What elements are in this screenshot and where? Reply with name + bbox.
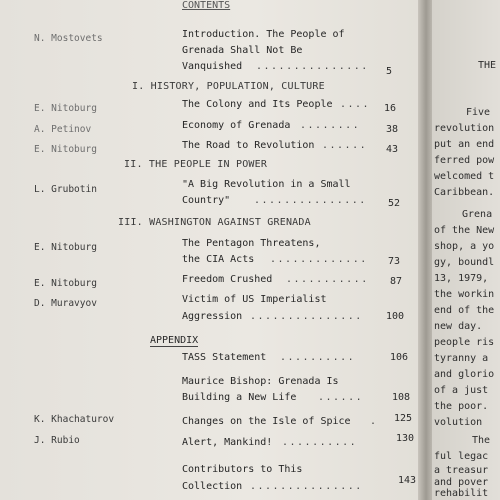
dot-leader: . xyxy=(370,416,378,427)
dot-leader: ........... xyxy=(286,274,369,285)
right-page-line: of a just xyxy=(434,385,489,396)
entry-title-line: The Colony and Its People xyxy=(182,99,333,110)
right-page-line: The xyxy=(472,435,491,446)
dot-leader: ............... xyxy=(250,481,363,492)
entry-page: 125 xyxy=(393,413,412,424)
entry-author: K. Khachaturov xyxy=(34,414,115,425)
entry-author: E. Nitoburg xyxy=(34,242,97,253)
dot-leader: ...... xyxy=(318,392,364,403)
right-page-line: revolution xyxy=(434,123,495,134)
entry-title-line: the CIA Acts xyxy=(182,254,255,265)
entry-author: D. Muravyov xyxy=(34,298,97,309)
dot-leader: ........ xyxy=(300,120,361,131)
right-page-line: ful legac xyxy=(434,451,489,462)
right-page-line: a treasur xyxy=(434,465,489,476)
right-page-line: put an end xyxy=(434,139,495,150)
entry-page: 130 xyxy=(395,433,414,444)
right-page-line: Caribbean. xyxy=(434,187,495,198)
section-heading: APPENDIX xyxy=(150,335,199,346)
right-page-line: of the New xyxy=(434,225,495,236)
right-page-line: the poor. xyxy=(434,401,489,412)
right-page-line: volution xyxy=(434,417,483,428)
entry-title-line: Economy of Grenada xyxy=(182,120,291,131)
entry-title-line: The Road to Revolution xyxy=(182,140,315,151)
right-page-line: people ris xyxy=(434,337,495,348)
entry-author: E. Nitoburg xyxy=(34,103,97,114)
entry-author: E. Nitoburg xyxy=(34,278,97,289)
entry-title-line: Contributors to This xyxy=(182,464,303,475)
entry-page: 100 xyxy=(385,311,404,322)
entry-author: L. Grubotin xyxy=(34,184,97,195)
section-heading: I. HISTORY, POPULATION, CULTURE xyxy=(132,81,325,92)
right-page-line: gy, boundl xyxy=(434,257,495,268)
entry-page: 143 xyxy=(397,475,416,486)
entry-title-line: The Pentagon Threatens, xyxy=(182,238,321,249)
dot-leader: .......... xyxy=(282,437,358,448)
right-page-line: the workin xyxy=(434,289,495,300)
entry-page: 87 xyxy=(389,276,402,287)
entry-page: 52 xyxy=(387,198,400,209)
entry-author: N. Mostovets xyxy=(34,33,103,44)
entry-title-line: Aggression xyxy=(182,311,243,322)
right-page-line: Five xyxy=(466,107,491,118)
entry-author: E. Nitoburg xyxy=(34,144,97,155)
right-page-line: 13, 1979, xyxy=(434,273,489,284)
entry-title-line: Freedom Crushed xyxy=(182,274,273,285)
dot-leader: .......... xyxy=(280,352,356,363)
entry-author: J. Rubio xyxy=(34,435,80,446)
entry-title-line: Grenada Shall Not Be xyxy=(182,45,303,56)
entry-title-line: Victim of US Imperialist xyxy=(182,294,327,305)
right-page-line: shop, a yo xyxy=(434,241,495,252)
right-page-line: tyranny a xyxy=(434,353,489,364)
right-page-line: ferred pow xyxy=(434,155,495,166)
entry-page: 16 xyxy=(383,103,396,114)
right-page-line: new day. xyxy=(434,321,483,332)
entry-page: 106 xyxy=(389,352,408,363)
right-page-line: Grena xyxy=(462,209,493,220)
entry-page: 43 xyxy=(385,144,398,155)
right-page-line: rehabilit xyxy=(434,488,489,499)
entry-title-line: Introduction. The People of xyxy=(182,29,345,40)
right-page-line: and pover xyxy=(434,477,489,488)
entry-title-line: "A Big Revolution in a Small xyxy=(182,179,351,190)
entry-title-line: TASS Statement xyxy=(182,352,267,363)
right-page-line: end of the xyxy=(434,305,495,316)
entry-title-line: Changes on the Isle of Spice xyxy=(182,416,351,427)
entry-title-line: Maurice Bishop: Grenada Is xyxy=(182,376,339,387)
dot-leader: ...... xyxy=(322,140,368,151)
contents-heading: CONTENTS xyxy=(182,0,231,11)
entry-title-line: Building a New Life xyxy=(182,392,297,403)
section-heading: II. THE PEOPLE IN POWER xyxy=(124,159,268,170)
entry-title-line: Country" xyxy=(182,195,231,206)
dot-leader: ............. xyxy=(270,254,368,265)
section-heading: III. WASHINGTON AGAINST GRENADA xyxy=(118,217,311,228)
right-page-line: and glorio xyxy=(434,369,495,380)
dot-leader: ............... xyxy=(250,311,363,322)
right-page-heading: THE xyxy=(478,60,497,71)
right-page-line: welcomed t xyxy=(434,171,495,182)
entry-page: 5 xyxy=(385,66,392,77)
right-page xyxy=(432,0,500,500)
dot-leader: .... xyxy=(340,99,371,110)
entry-page: 108 xyxy=(391,392,410,403)
entry-page: 73 xyxy=(387,256,400,267)
entry-title-line: Alert, Mankind! xyxy=(182,437,273,448)
dot-leader: ............... xyxy=(254,195,367,206)
entry-title-line: Vanquished xyxy=(182,61,243,72)
dot-leader: ............... xyxy=(256,61,369,72)
entry-title-line: Collection xyxy=(182,481,243,492)
entry-author: A. Petinov xyxy=(34,124,92,135)
entry-page: 38 xyxy=(385,124,398,135)
